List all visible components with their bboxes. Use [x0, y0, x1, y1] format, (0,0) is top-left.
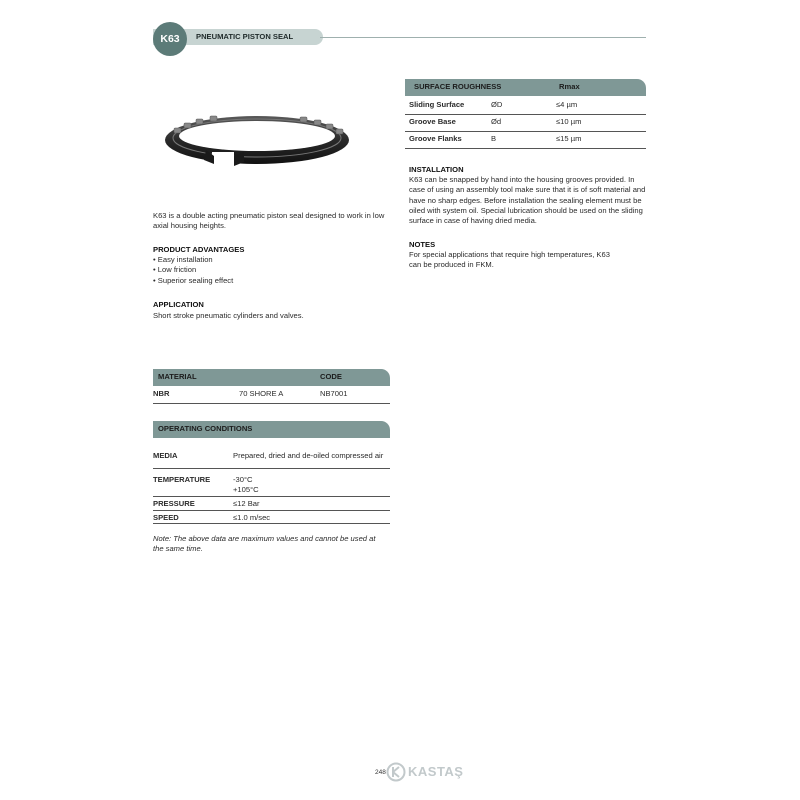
surface-label: Sliding Surface — [409, 100, 465, 109]
kastas-logo — [386, 761, 463, 783]
table-row — [153, 389, 390, 399]
surface-label: Groove Flanks — [409, 134, 462, 143]
table-divider — [153, 510, 390, 511]
page-title: PNEUMATIC PISTON SEAL — [196, 32, 294, 41]
condition-value: Prepared, dried and de-oiled compressed air — [233, 451, 384, 460]
surface-roughness-header — [405, 79, 646, 96]
table-row — [409, 134, 646, 144]
condition-label: TEMPERATURE — [153, 475, 211, 484]
material-hardness: 70 SHORE A — [239, 389, 284, 398]
surface-value: ≤15 µm — [556, 134, 582, 143]
operating-conditions-header — [153, 421, 390, 438]
surface-value: ≤10 µm — [556, 117, 582, 126]
material-name: NBR — [153, 389, 170, 398]
table-divider — [153, 523, 390, 524]
condition-label: PRESSURE — [153, 499, 195, 508]
advantages-heading: PRODUCT ADVANTAGES — [153, 245, 245, 254]
condition-value: ≤1.0 m/sec — [233, 513, 271, 522]
condition-label: MEDIA — [153, 451, 178, 460]
notes-text: For special applications that require high temperatures, K63 can be produced in FKM. — [409, 250, 610, 270]
material-code: NB7001 — [320, 389, 348, 398]
surface-roughness-heading: SURFACE ROUGHNESS — [414, 82, 502, 92]
table-divider — [153, 403, 390, 404]
installation-text: K63 can be snapped by hand into the housing grooves provided. In case of using an assembly tool make sure that it is of soft material and have no sharp edges. Before installation the sealing element must be oiled with system oil. Special lubrication should be used on the sliding surface in case of having dried media. — [409, 175, 646, 225]
material-column-header: MATERIAL — [158, 372, 197, 382]
application-heading: APPLICATION — [153, 300, 204, 309]
notes-heading: NOTES — [409, 240, 436, 249]
table-row — [409, 117, 646, 127]
table-divider — [153, 468, 390, 469]
table-divider — [153, 496, 390, 497]
surface-symbol: B — [491, 134, 497, 143]
list-item: • Low friction — [153, 265, 233, 275]
maximum-values-note: Note: The above data are maximum values and cannot be used at the same time. — [153, 534, 376, 554]
table-row — [153, 499, 390, 509]
material-table-header — [153, 369, 390, 386]
surface-label: Groove Base — [409, 117, 456, 126]
table-row — [409, 100, 646, 110]
surface-symbol: Ød — [491, 117, 502, 126]
installation-heading: INSTALLATION — [409, 165, 464, 174]
product-code: K63 — [160, 32, 180, 45]
surface-value: ≤4 µm — [556, 100, 578, 109]
product-code-badge — [153, 22, 187, 56]
operating-conditions-heading: OPERATING CONDITIONS — [158, 424, 253, 434]
table-row — [153, 513, 390, 523]
condition-value: ≤12 Bar — [233, 499, 260, 508]
table-divider — [405, 148, 646, 149]
brand-name: KASTAŞ — [408, 764, 464, 780]
table-row — [153, 451, 393, 461]
intro-text: K63 is a double acting pneumatic piston seal designed to work in low axial housing heights. — [153, 211, 385, 231]
seal-product-image — [160, 112, 355, 172]
advantages-list — [153, 255, 233, 286]
page-number: 248 — [375, 769, 386, 776]
table-row — [153, 475, 390, 496]
condition-label: SPEED — [153, 513, 179, 522]
table-divider — [405, 131, 646, 132]
surface-symbol: ØD — [491, 100, 503, 109]
table-divider — [405, 114, 646, 115]
list-item: • Superior sealing effect — [153, 276, 233, 286]
condition-value: +105°C — [233, 485, 259, 495]
application-text: Short stroke pneumatic cylinders and valves. — [153, 311, 304, 320]
logo-mark-icon — [386, 762, 406, 782]
condition-value: -30°C — [233, 475, 253, 484]
code-column-header: CODE — [320, 372, 342, 382]
header-rule — [320, 37, 646, 38]
rmax-column-header: Rmax — [559, 82, 580, 92]
list-item: • Easy installation — [153, 255, 233, 265]
